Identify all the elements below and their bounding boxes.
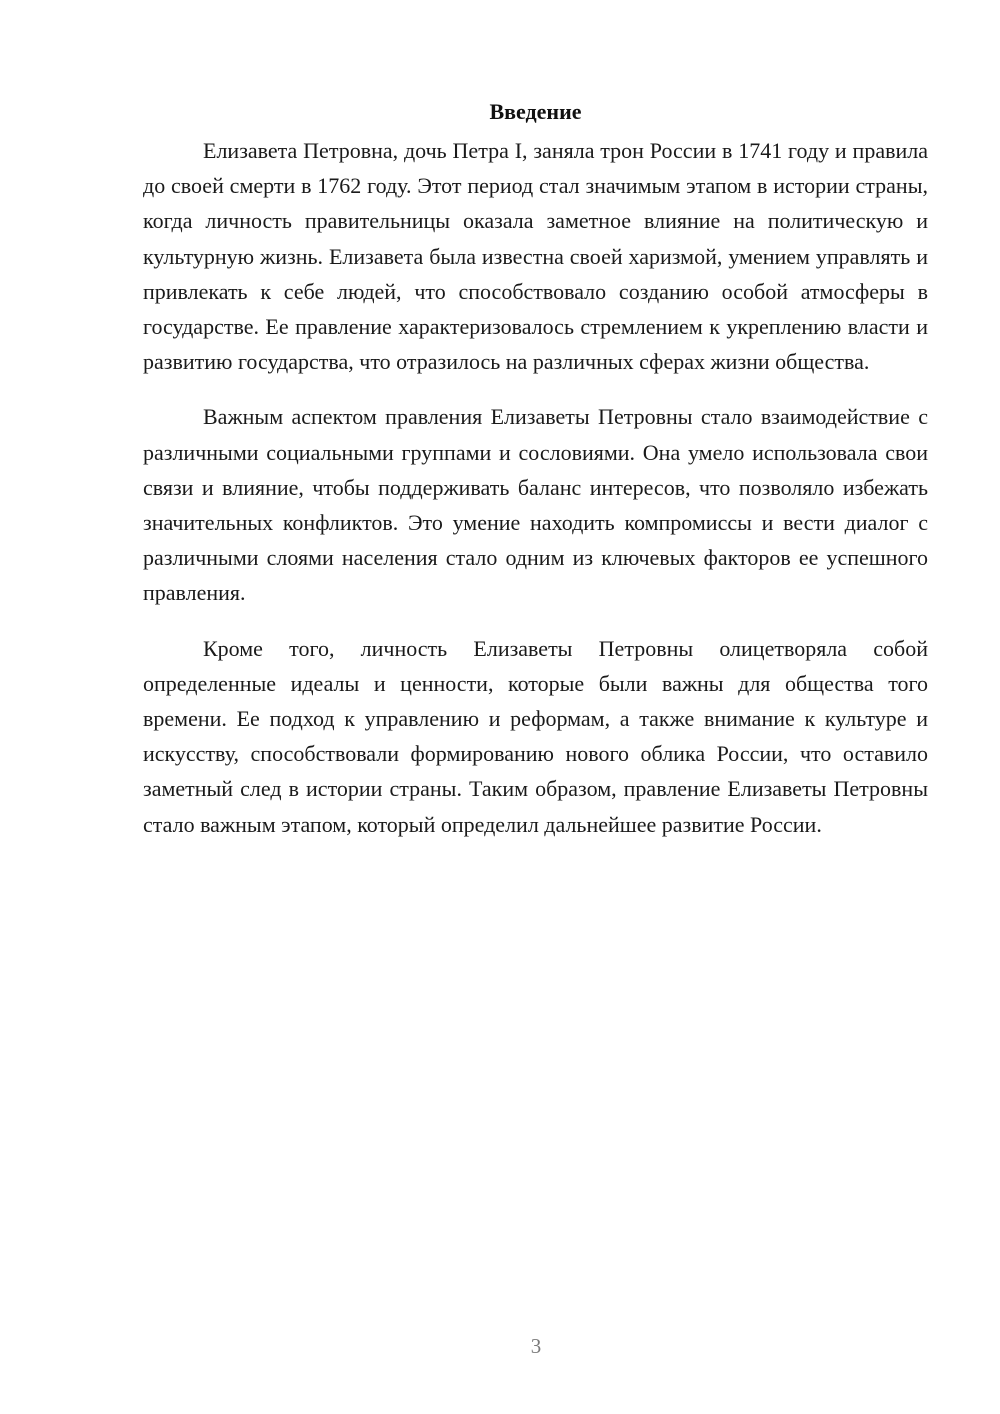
page-number: 3 bbox=[530, 1334, 542, 1358]
section-title: Введение bbox=[489, 99, 582, 124]
page-content bbox=[143, 94, 928, 862]
paragraph-3: Кроме того, личность Елизаветы Петровны олицетворяла собой определенные идеалы и ценности, которые были важны для общества того времени. Ее подход к управлению и реформам, а также внимание к культуре и искусству, способствовали формированию нового облика России, что оставило заметный след в истории страны. Таким образом, правление Елизаветы Петровны стало важным этапом, который определил дальнейшее развитие России. bbox=[143, 635, 928, 837]
paragraph-2: Важным аспектом правления Елизаветы Петровны стало взаимодействие с различными социальными группами и сословиями. Она умело использовала свои связи и влияние, чтобы поддерживать баланс интересов, что позволяло избежать значительных конфликтов. Это умение находить компромиссы и вести диалог с различными слоями населения стало одним из ключевых факторов ее успешного правления. bbox=[143, 404, 928, 606]
paragraph-1: Елизавета Петровна, дочь Петра I, заняла трон России в 1741 году и правила до своей смерти в 1762 году. Этот период стал значимым этапом в истории страны, когда личность правительницы оказала заметное влияние на политическую и культурную жизнь. Елизавета была известна своей харизмой, умением управлять и привлекать к себе людей, что способствовало созданию особой атмосферы в государстве. Ее правление характеризовалось стремлением к укреплению власти и развитию государства, что отразилось на различных сферах жизни общества. bbox=[143, 138, 928, 375]
